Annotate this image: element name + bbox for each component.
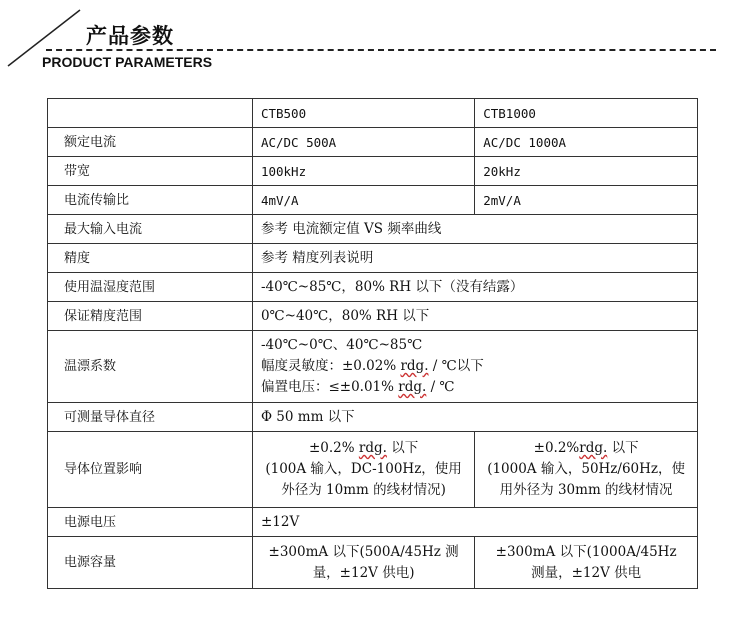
cell-value: 参考 电流额定值 VS 频率曲线 — [252, 215, 697, 244]
cell-value: 20kHz — [475, 157, 698, 186]
text-fragment: rdg. — [579, 440, 608, 456]
cell-line — [483, 438, 689, 459]
section-title-cn: 产品参数 — [86, 24, 174, 48]
cell-value: AC/DC 1000A — [475, 128, 698, 157]
row-label: 温漂系数 — [48, 331, 253, 403]
table-row — [48, 302, 698, 331]
temp-drift-line — [261, 356, 689, 377]
model-b-header: CTB1000 — [475, 99, 698, 128]
cell-line: (1000A 输入，50Hz/60Hz，使 — [487, 461, 686, 477]
temp-drift-line — [261, 377, 689, 398]
cell-line: 用外径为 30mm 的线材情况 — [499, 482, 673, 498]
table-row — [48, 432, 698, 508]
table-row — [48, 186, 698, 215]
cell-value: -40℃~85℃，80% RH 以下（没有结露） — [252, 273, 697, 302]
header-dashed-divider — [46, 49, 716, 51]
row-label: 电源容量 — [48, 537, 253, 589]
cell-line: (100A 输入，DC-100Hz，使用 — [265, 461, 462, 477]
row-label: 精度 — [48, 244, 253, 273]
cell-line: 测量，±12V 供电 — [531, 564, 642, 581]
table-row — [48, 273, 698, 302]
text-fragment: 偏置电压：≤±0.01% — [260, 379, 394, 395]
text-fragment: 以下 — [611, 440, 639, 456]
cell-value: 100kHz — [252, 157, 474, 186]
cell-line: 外径为 10mm 的线材情况) — [281, 482, 446, 498]
row-label: 带宽 — [48, 157, 253, 186]
row-label: 可测量导体直径 — [48, 403, 253, 432]
row-label: 电源电压 — [48, 508, 253, 537]
table-row — [48, 157, 698, 186]
table-row — [48, 244, 698, 273]
row-label: 保证精度范围 — [48, 302, 253, 331]
cell-value: Φ 50 mm 以下 — [252, 403, 697, 432]
cell-line: 量，±12V 供电) — [312, 564, 415, 581]
row-label: 导体位置影响 — [48, 432, 253, 508]
text-fragment: rdg. — [400, 358, 429, 374]
cell-value: 4mV/A — [252, 186, 474, 215]
cell-line: ±300mA 以下(500A/45Hz 测 — [268, 543, 459, 560]
cell-value: 参考 精度列表说明 — [252, 244, 697, 273]
cell-value-multiline — [252, 432, 474, 508]
parameters-table — [47, 98, 698, 589]
text-fragment: rdg. — [398, 379, 427, 395]
table-row — [48, 537, 698, 589]
cell-value-multiline — [252, 537, 474, 589]
section-header — [0, 0, 750, 80]
table-header-row — [48, 99, 698, 128]
header-empty-cell — [48, 99, 253, 128]
table-row — [48, 331, 698, 403]
text-fragment: / ℃以下 — [432, 358, 484, 374]
text-fragment: 幅度灵敏度：±0.02% — [260, 358, 397, 374]
cell-value-multiline — [252, 331, 697, 403]
cell-value: ±12V — [252, 508, 697, 537]
cell-value: AC/DC 500A — [252, 128, 474, 157]
row-label: 额定电流 — [48, 128, 253, 157]
text-fragment: / ℃ — [430, 379, 455, 395]
table-row — [48, 403, 698, 432]
cell-value: 0℃~40℃，80% RH 以下 — [252, 302, 697, 331]
row-label: 电流传输比 — [48, 186, 253, 215]
temp-drift-line: -40℃~0℃、40℃~85℃ — [260, 337, 423, 353]
cell-line — [261, 438, 466, 459]
section-title-en: PRODUCT PARAMETERS — [42, 54, 213, 70]
row-label: 使用温湿度范围 — [48, 273, 253, 302]
text-fragment: 以下 — [391, 440, 419, 456]
cell-line: ±300mA 以下(1000A/45Hz — [495, 543, 677, 560]
cell-value-multiline — [475, 537, 698, 589]
text-fragment: ±0.2% — [308, 440, 355, 456]
table-row — [48, 508, 698, 537]
text-fragment: ±0.2% — [533, 440, 580, 456]
table-row — [48, 128, 698, 157]
text-fragment: rdg. — [358, 440, 387, 456]
table-row — [48, 215, 698, 244]
model-a-header: CTB500 — [252, 99, 474, 128]
cell-value: 2mV/A — [475, 186, 698, 215]
cell-value-multiline — [475, 432, 698, 508]
row-label: 最大输入电流 — [48, 215, 253, 244]
